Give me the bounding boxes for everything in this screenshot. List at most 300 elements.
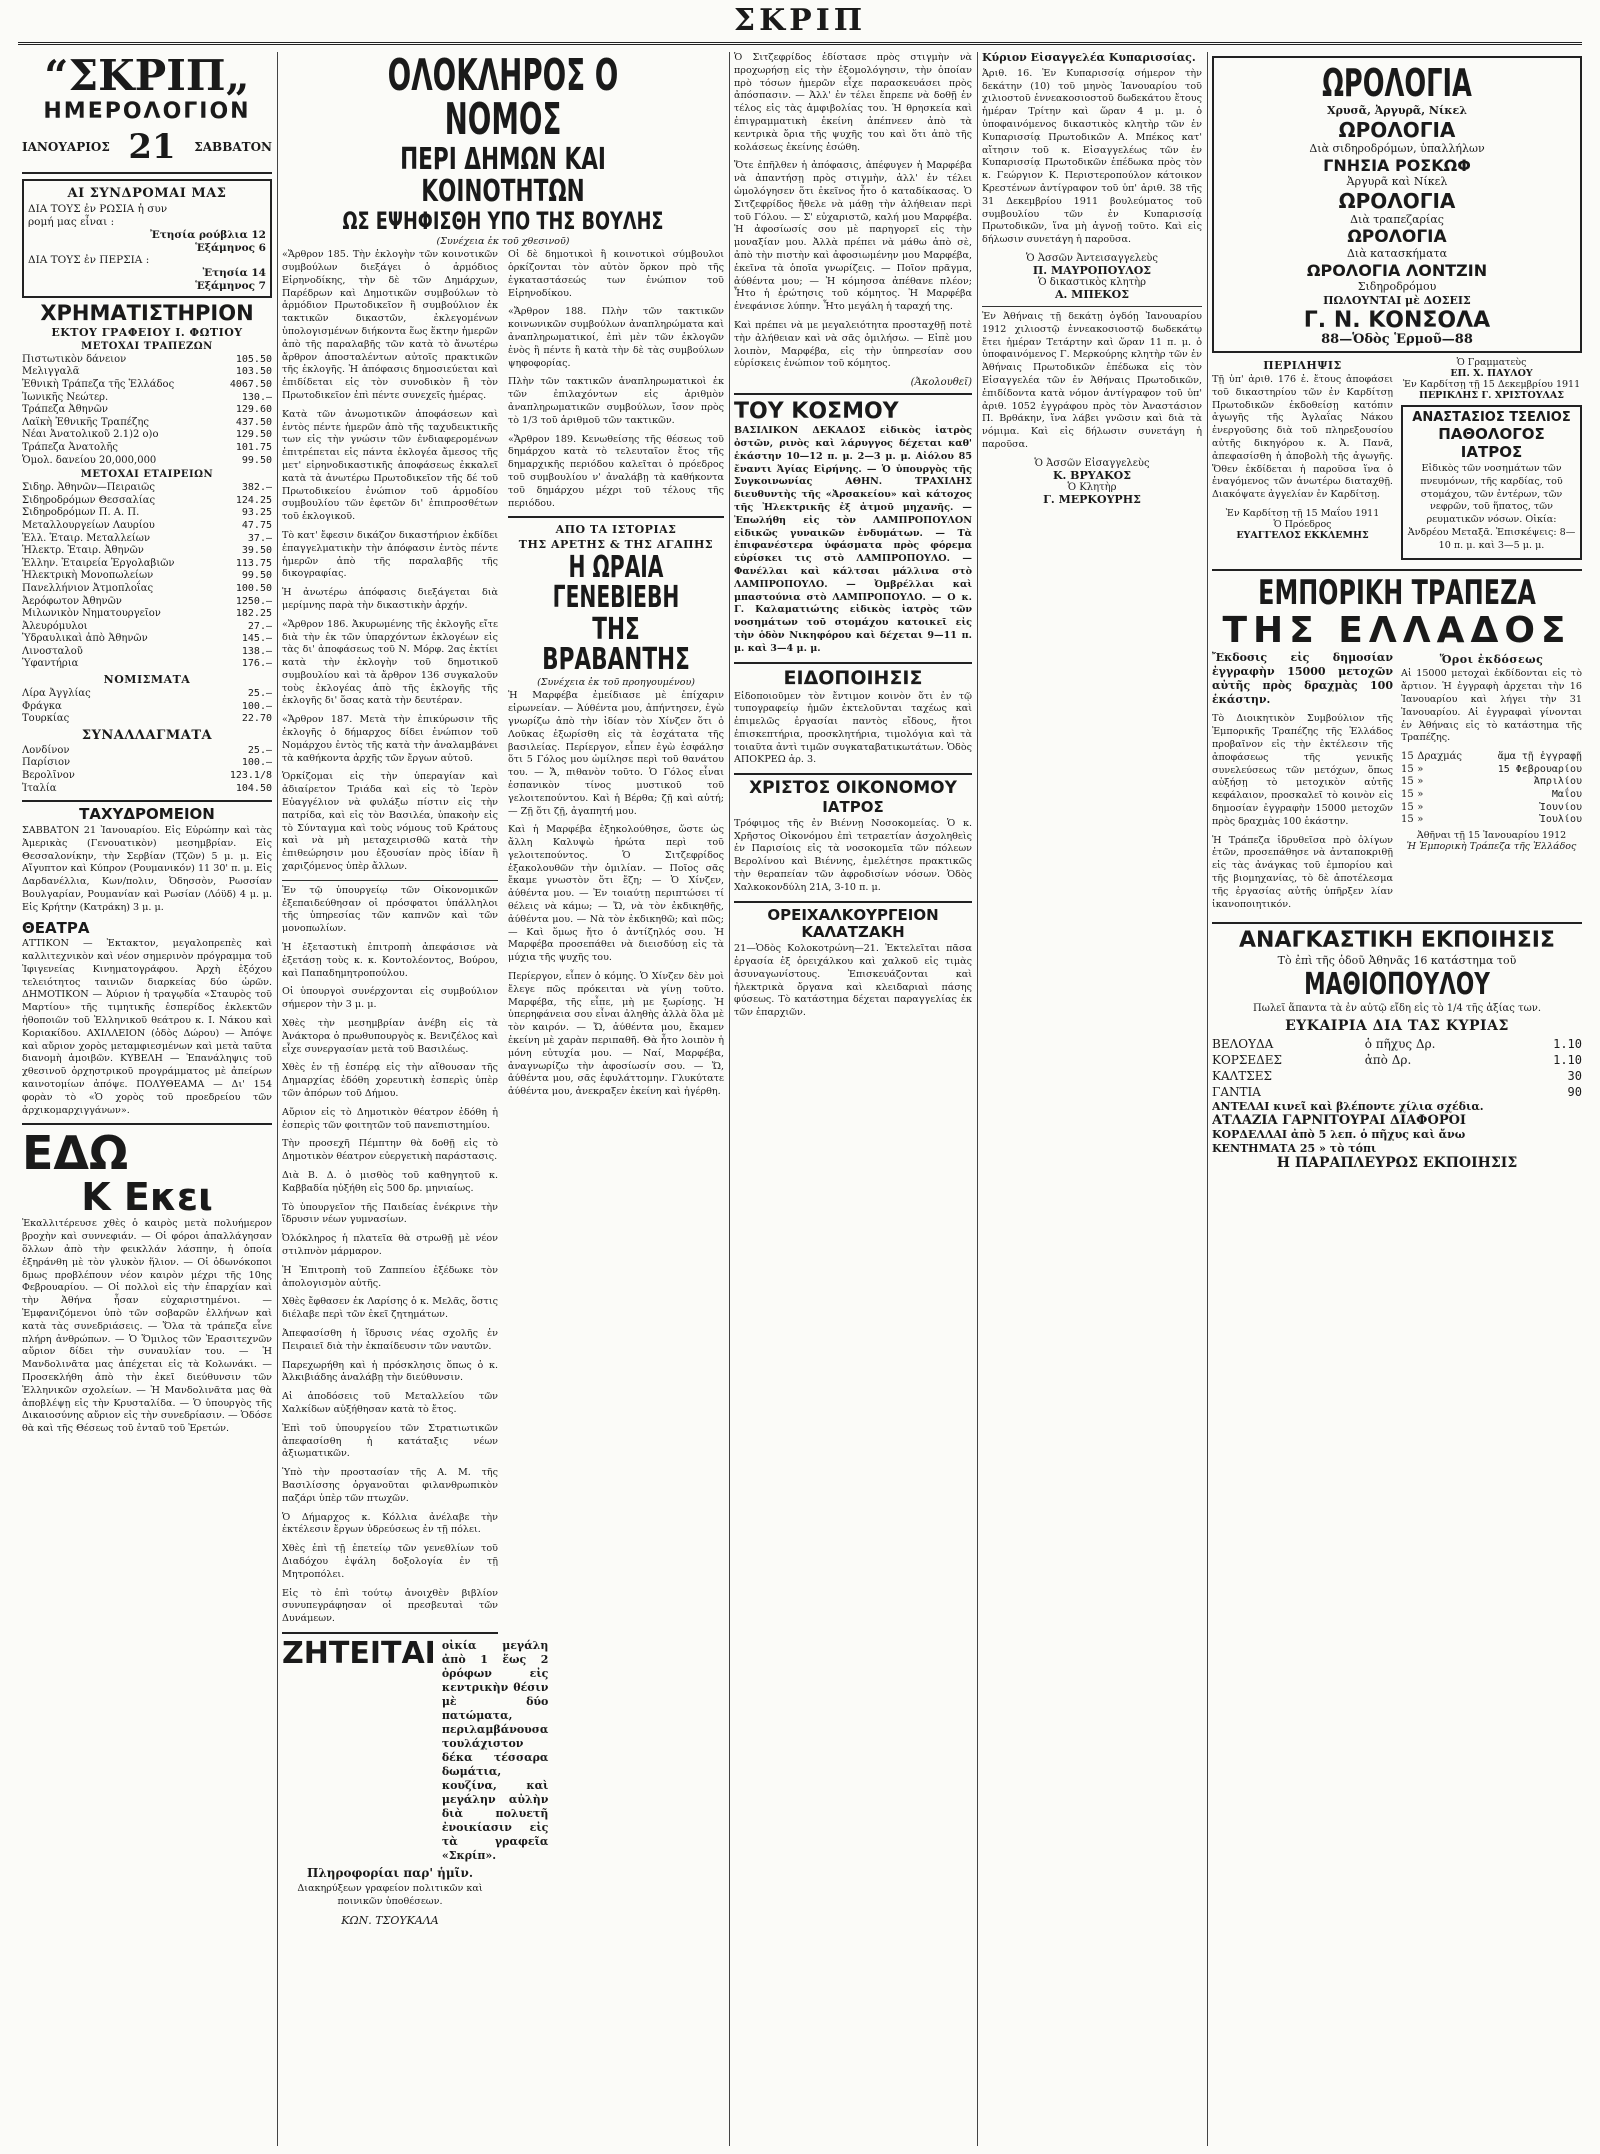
sale-line: ΑΝΤΕΛΑΙ κινεῖ καὶ βλέποντε χίλια σχέδια. bbox=[1212, 1100, 1484, 1114]
wanted-text: οἰκία μεγάλη ἀπὸ 1 ἕως 2 ὀρόφων εἰς κεντρικὴν θέσιν μὲ δύο πατώματα, περιλαμβάνουσα τουλάχιστον δέκα τέσσαρα δωμάτια, κουζίνα, καὶ μεγάλην αὐλὴν διὰ πολυετῆ ἐνοικίασιν εἰς τὰ γραφεῖα «Σκρίπ». bbox=[441, 1638, 549, 1862]
stock-row-cell: 93.25 bbox=[241, 507, 272, 519]
currency-row-cell: Τουρκίας bbox=[22, 713, 70, 725]
payment-row bbox=[1401, 751, 1582, 764]
news-item: Ὀλόκληρος ἡ πλατεῖα θὰ στρωθῇ μὲ νέον στιλπνὸν μάρμαρον. bbox=[282, 1233, 498, 1257]
column-rule bbox=[729, 52, 730, 2146]
sale-shop-name bbox=[1212, 967, 1582, 1003]
edo-text: Ἐκαλλιτέρευσε χθὲς ὁ καιρὸς μετὰ πολυήμερον βροχὴν καὶ συννεφιάν. — Οἱ φόροι ἀπαλλάγησαν ὅλλων ἀπὸ τὴν φεικλλάν λάσπην, ἡ ὁποία ἐξηράνθη μὲ τὸν γλυκὸν ἥλιον. — Οἱ ὁδωνόκοποι δμως προβλέπουν νέον καιρὸν μέχρι τῆς 10ης Φεβρουαρίου. — Οἱ πολλοὶ εἰς τὴν ἐπαρχίαν καὶ τὴν Ἀθήνα ἦσαν εὐχαριστημένοι. — Ἐμφανιζόμενοι ὑπὸ τῶν σοβαρῶν ἐλλήνων καὶ κατὰ τὰς συνεδριάσεις. — Ὅλα τὰ τράπεζα εἶνε πλήρη ἀνθρώπων. — Ὁ Ὅμιλος τῶν Ἐρασιτεχνῶν αὔριον δίδει τὴν συναυλίαν του. — Ἡ Μανδολινᾶτα μας ἀπέχεται εἰς τὰ Κολωνάκι. — Προσεκλήθη ἀπὸ τὴν ἐκεῖ διεύθυνσιν τῶν Ἑλληνικῶν σχολείων. — Ἡ Μανδολινᾶτα μας θὰ ἀποβλέψῃ εἰς τὴν Κρυσταλίδα. — Ὁ ὑπουργὸς τῆς Δικαιοσύνης αὔριον εἰς τὴν συνεδρίασιν. — Ὁδόσε θὰ καὶ τῆς Θέσεως τοῦ ἐνταῦ τοῦ Ἐρετών. bbox=[22, 1218, 272, 1435]
kosmos-text: ΒΑΣΙΛΙΚΟΝ ΔΕΚΑΔΟΣ εἰδικὸς ἰατρὸς ὀστῶν, ρινὸς καὶ λάρυγγος δέχεται καθ' ἑκάστην 10—12 π. μ. 2—3 μ. μ. Αἰόλου 85 ἔναντι Ἁγίας Εἰρήνης. — Ὁ ὑπουργὸς τῆς Συγκοινωνίας ΑΘΗΝ. ΤΡΑΧΙΛΗΣ διευθυντὴς τῆς «Ἀρσακείου» καὶ κάτοχος τῆς Ἠλεκτρικῆς ἐξ ἀτμοῦ μηχανῆς. — Ἐπωλήθη εἰς τὸν ΛΑΜΠΡΟΠΟΥΛΟΝ εἰδικῶς γυναικῶν ἐνδυμάτων. — Τὰ ἐπιφανέστερα ὑφάσματα πρὸς φόρεμα εὑρίσκει τις στὸ ΛΑΜΠΡΟΠΟΥΛΟ. — Φανέλλαι καὶ κάλτσαι μάλλινα στὸ ΛΑΜΠΡΟΠΟΥΛΟ. — Ὀμβρέλλαι καὶ μπαστούνια στὸ ΛΑΜΠΡΟΠΟΥΛΟ. — Ο κ. Γ. Καλαματιώτης εἰδικὸς ἰατρὸς τῶν νοσημάτων τοῦ στομάχου κατοικεῖ εἰς τὴν ὁδὸν Νικηφόρου καὶ δέχεται 9—11 π. μ. καὶ 3—4 μ. μ. bbox=[734, 425, 972, 654]
news-item: Διὰ Β. Δ. ὁ μισθὸς τοῦ καθηγητοῦ κ. Καββαδία ηὐξήθη εἰς 500 δρ. μηνιαίως. bbox=[282, 1169, 498, 1194]
currency-row bbox=[22, 688, 272, 701]
subscriptions-price: Ἑξάμηνος 7 bbox=[195, 279, 266, 292]
currency-row-cell: 22.70 bbox=[241, 713, 272, 725]
novel-text: Καὶ πρέπει νὰ με μεγαλειότητα προσταχθῇ ποτὲ τὴν ἀλήθειαν καὶ νὰ σᾶς ὁμιλήσω. — Εἰπὲ μου λοιπὸν, Μαρφέβα, εἰς τὴν ὑπηρεσίαν σου εὑρίσκεις ἐνώπιον τοῦ κόμητος. bbox=[734, 319, 972, 370]
stock-row bbox=[22, 442, 272, 455]
bank-title bbox=[1212, 572, 1582, 613]
stock-row-cell: 437.50 bbox=[235, 416, 272, 428]
law-title-line: ΩΣ ΕΨΗΦΙΣΘΗ ΥΠΟ ΤΗΣ ΒΟΥΛΗΣ bbox=[342, 207, 664, 235]
divider bbox=[734, 393, 972, 395]
novel-text: Καὶ ἡ Μαρφέβα ἐξηκολούθησε, ὥστε ὡς ἄλλη Καλυψὼ ἡρώτα περὶ τοῦ γελοιτεπούντος. Ὁ Σιτζεφρίδος ἐξακολουθῶν τὴν ὁμιλίαν. — Ποῖος σᾶς ἔκαμε γνωστὸν ὅτι ἔζη; — Ὁ Χίνζεν, ἀύθέντα μου. — Ἐν τοιαύτῃ περιπτώσει τί θέλεις νὰ κάμω; — Ὤ, νὰ τὸν ἐκδικηθῆς, ἀύθέντα μου. — Νὰ τὸν ἐκδικηθῶ; καὶ πῶς; — Καὶ ὅμως ἤτο ὁ ἀντίζηλός σου. Ἡ Μαρφέβα προσεπάθει νὰ διεισδύσῃ εἰς τὰ μύχια τῆς ψυχῆς του. bbox=[508, 824, 724, 964]
subscriptions-price: Ἐτησία 14 bbox=[202, 267, 266, 280]
stock-row-cell: 129.50 bbox=[235, 429, 272, 441]
sale-note: ΕΥΚΑΙΡΙΑ ΔΙΑ ΤΑΣ ΚΥΡΙΑΣ bbox=[1285, 1018, 1509, 1035]
currency-row bbox=[22, 713, 272, 726]
stock-row-cell: 182.25 bbox=[235, 608, 272, 620]
stock-row bbox=[22, 621, 272, 634]
watches-subtitle: ΩΡΟΛΟΓΙΑ ΛΟΝΤΖΙΝ bbox=[1306, 261, 1488, 280]
stock-row-cell: 1250.— bbox=[235, 595, 272, 607]
watches-line: Διὰ τραπεζαρίας bbox=[1350, 213, 1444, 226]
watches-address: 88—Ὁδὸς Ἑρμοῦ—88 bbox=[1321, 332, 1473, 347]
stock-row-cell: Ἰωνικῆς Νεώτερ. bbox=[22, 391, 109, 403]
stock-row-cell: 129.60 bbox=[235, 404, 272, 416]
watches-line: Διὰ σιδηροδρόμων, ὑπαλλήλων bbox=[1309, 142, 1485, 155]
currency-row-cell: Λίρα Ἀγγλίας bbox=[22, 688, 91, 700]
divider bbox=[734, 662, 972, 664]
news-item: Ἡ Ἐπιτροπὴ τοῦ Ζαππείου ἐξέδωκε τὸν ἀπολογισμὸν αὐτῆς. bbox=[282, 1264, 498, 1289]
subscriptions-line: ΔΙΑ ΤΟΥΣ ἐν ΡΩΣΙΑ ἡ συν bbox=[28, 203, 168, 216]
exchange-heading: ΣΥΝΑΛΛΑΓΜΑΤΑ bbox=[81, 727, 213, 743]
column-advertisements bbox=[1212, 52, 1582, 2146]
payment-row-cell: 15 Φεβρουαρίου bbox=[1497, 763, 1582, 775]
currency-row-cell: Φράγκα bbox=[22, 700, 62, 712]
novel-title-line: ΤΗΣ ΒΡΑΒΑΝΤΗΣ bbox=[542, 612, 690, 678]
continues-note: (Ἀκολουθεῖ) bbox=[910, 377, 972, 389]
post-text: ΣΑΒΒΑΤΟΝ 21 Ἰανουαρίου. Εἰς Εὐρώπην καὶ τὰς Ἀμερικὰς (Γενουατικὸν) μεσημβρίαν. Εἰς Θεσσαλονίκην, τὴν Σερβίαν (Τζῶν) 5 μ. μ. Εἰς Αἴγυπτον καὶ Κύπρον (Ρουμανικόν) 11 30' π. μ. Εἰς Δαρδανέλλια, Κων/πολιν, Ὀδησσὸν, Ρωσσίαν Βουλγαρίαν, Ρουμανίαν καὶ Ρωσίαν (Λόϋδ) 4 μ. μ. Εἰς Κρήτην (Κατράκη) 3 μ. μ. bbox=[22, 824, 272, 913]
novel-text: Περίεργον, εἶπεν ὁ κόμης. Ὁ Χίνζεν δὲν μοὶ ἔλεγε πῶς πρόκειται νὰ γίνῃ τοῦτο. Μαρφέβα, τῆς εἶπε, μὴ με ξωρίσῃς. Ἡ ὑπερηφάνεια σου εἶναι ἀληθὴς ἀλλὰ ὅλα μὲ τὸν καιρόν. — Ὤ, ἀύθέντα μου, ἔκαμεν ἐκείνη μὲ χαρὰν περιπαθῆ. Θὰ ἦτο λοιπὸν ἡ μόνη εὐτυχία μου. — Ναί, Μαρφέβα, ἀναγνωρίζω τὴν ἀφοσίωσίν σου. — Ὤ, ἀύθέντα μου, σᾶς ἐφυλάττομην. Γλυκύτατε ἀύθέντα μου, ἀνεκραξεν ἐκείνη καὶ ἠγέρθη. bbox=[508, 971, 724, 1098]
brassworks-heading: ΟΡΕΙΧΑΛΚΟΥΡΓΕΙΟΝ bbox=[767, 905, 939, 924]
stock-row-cell: Πιστωτικὸν δάνειον bbox=[22, 353, 127, 365]
stock-row bbox=[22, 608, 272, 621]
kekei-heading: Κ Εκει bbox=[81, 1175, 213, 1220]
novel-text: Ὁ Σιτζεφρίδος ἐδίστασε πρὸς στιγμὴν νὰ προχωρήσῃ εἰς τὴν ἐξομολόγησιν, τὴν ὁποίαν πρὸ τόσων ἡμερῶν εἶχε παρασκευάσει πρὸς ἀπόσπασιν. — Ἀλλ' ἐν τέλει ἔπρεπε νὰ δοθῇ ἐν τέλος εἰς τὰς ἀμφιβολίας του. Ἡ θρησκεία καὶ ἐπιγραμματικὴ ἐκείνη ἀπέπνεεν ἀπὸ τὰ κεντρικὰ ὅρια τῆς ψυχῆς του καὶ ὅτι ἀπὸ τῆς κολάσεως ἐκείνης ἐσώθη. bbox=[734, 52, 972, 153]
divider bbox=[734, 773, 972, 775]
stock-row-cell: 39.50 bbox=[241, 545, 272, 557]
sale-row-cell: ΓΑΝΤΙΑ bbox=[1212, 1085, 1261, 1100]
payment-row bbox=[1401, 764, 1582, 777]
stock-row-cell: Τράπεζα Ἀθηνῶν bbox=[22, 404, 108, 416]
sale-row bbox=[1212, 1084, 1582, 1100]
bank-text: Τὸ Διοικητικὸν Συμβούλιον τῆς Ἐμπορικῆς Τραπέζης τῆς Ἑλλάδος προβαῖνον εἰς τὴν ἐκτέλεσιν τῆς ἀποφάσεως τῆς γενικῆς συνελεύσεως τῶν μετόχων, ὅπως αὐξήσῃ τὸ μετοχικὸν αὐτῆς κεφάλαιον, προσκαλεῖ τὸ κοινὸν εἰς δημοσίαν ἐγγραφὴν 15000 μετοχῶν πρὸς δραχμὰς 100 ἑκάστην. bbox=[1212, 713, 1393, 827]
stock-row-cell: Ἀερόφωτον Ἀθηνῶν bbox=[22, 595, 122, 607]
stock-row-cell: Σιδηροδρόμων Θεσσαλίας bbox=[22, 494, 156, 506]
stock-row bbox=[22, 596, 272, 609]
law-paragraph: Οἱ δὲ δημοτικοὶ ἢ κοινοτικοὶ σύμβουλοι ὁρκίζονται τὸν αὐτὸν ὅρκον πρὸ τῆς ἐγκαταστάσεώς των ἐνώπιον τοῦ Εἰρηνοδίκου. bbox=[508, 249, 724, 299]
law-title bbox=[282, 144, 724, 207]
news-item: Ἐπὶ τοῦ ὑπουργείου τῶν Στρατιωτικῶν ἀπεφασίσθη ἡ κατάταξις νέων ἀξιωματικῶν. bbox=[282, 1422, 498, 1460]
sale-row-cell: 1.10 bbox=[1553, 1037, 1582, 1052]
divider bbox=[508, 516, 724, 518]
sale-line: Τὸ ἐπὶ τῆς ὁδοῦ Ἀθηνᾶς 16 κατάστημα τοῦ bbox=[1277, 954, 1517, 968]
law-title-line: ΠΕΡΙ ΔΗΜΩΝ ΚΑΙ ΚΟΙΝΟΤΗΤΩΝ bbox=[400, 142, 606, 209]
stock-row bbox=[22, 482, 272, 495]
summary-sign: ΕΠ. Χ. ΠΑΥΛΟΥ bbox=[1450, 368, 1533, 379]
exchange-row-cell: Λονδίνον bbox=[22, 744, 70, 756]
exchange-row-cell: 100.— bbox=[241, 757, 272, 769]
stock-row-cell: Σιδηρ. Ἀθηνῶν—Πειραιῶς bbox=[22, 482, 155, 494]
exchange-row-cell: Παρίσιον bbox=[22, 757, 71, 769]
notice-heading: ΕΙΔΟΠΟΙΗΣΙΣ bbox=[783, 666, 923, 689]
column-novel-continued bbox=[734, 52, 972, 2146]
continuation-note: (Συνέχεια ἐκ τοῦ χθεσινοῦ) bbox=[436, 236, 570, 248]
stock-row bbox=[22, 379, 272, 392]
law-paragraph: «Ἄρθρον 188. Πλὴν τῶν τακτικῶν κοινωνικῶν συμβούλων ἀναπληρώματα καὶ ἀναπληρωματικοί, ἐπὶ μὲν τῶν ἐκλογῶν ἑνὸς ἢ πέντε ἢ κατὰ τὴν δὲ τὰς συμβούλων ψηφοφορίας. bbox=[508, 306, 724, 369]
exchange-row-cell: Βερολῖνον bbox=[22, 770, 75, 782]
news-item: Ὁ Δήμαρχος κ. Κόλλια ἀνέλαβε τὴν ἐκτέλεσιν ἔργων ὑδρεύσεως ἐν τῇ πόλει. bbox=[282, 1511, 498, 1536]
divider bbox=[982, 306, 1202, 307]
summary-text: Τῇ ὑπ' ἀριθ. 176 ἐ. ἔτους ἀποφάσει τοῦ δικαστηρίου τῶν ἐν Καρδίτσῃ Πρωτοδικῶν ἐκδοθείσῃ κατόπιν ἀγωγῆς τῆς Ἀγλαΐας Νάκου ἐνεργοῦσης διὰ τοῦ πληρεξουσίου αὐτῆς δικηγόρου κ. Ἀ. Πανᾶ, ἀπεφασίσθη ἡ ἀποβολὴ τῆς ἀγωγῆς. Ὅθεν ἐκδίδεται ἡ παροῦσα ἵνα ὁ ἐναγόμενος τῶν ἀνωτέρω διαταχθῇ. Διακόψατε ἀγγελίαν ἐν Καρδίτσῃ. bbox=[1212, 374, 1393, 501]
stock-row-cell: 99.50 bbox=[241, 570, 272, 582]
sale-row bbox=[1212, 1068, 1582, 1084]
sale-line: Πωλεῖ ἅπαντα τὰ ἐν αὐτῷ εἴδη εἰς τὸ 1/4 τῆς ἀξίας των. bbox=[1252, 1003, 1542, 1015]
bank-date: Ἀθῆναι τῇ 15 Ἰανουαρίου 1912 bbox=[1416, 829, 1567, 841]
stock-row-cell: 4067.50 bbox=[229, 379, 272, 390]
date-day: 21 bbox=[128, 127, 176, 168]
subscriptions-price: Ἑξάμηνος 6 bbox=[195, 241, 266, 254]
stock-row-cell: 100.50 bbox=[235, 582, 272, 594]
bank-subcolumn bbox=[1401, 651, 1582, 917]
stock-row-cell: Ὁμολ. δανείου 20,000,000 bbox=[22, 454, 157, 466]
news-item: Αἱ ἀποδόσεις τοῦ Μεταλλείου τῶν Χαλκίδων αὐξήθησαν κατὰ τὸ ἔτος. bbox=[282, 1391, 498, 1415]
news-item: Αὔριον εἰς τὸ Δημοτικὸν θέατρον ἐδόθη ἡ ἐσπερὶς τῶν φοιτητῶν τοῦ πανεπιστημίου. bbox=[282, 1106, 498, 1131]
stock-row-cell: 101.75 bbox=[235, 441, 272, 453]
novel-title bbox=[508, 612, 724, 678]
edo-heading: ΕΔΩ bbox=[22, 1126, 129, 1181]
signature-name: Π. ΜΑΥΡΟΠΟΥΛΟΣ bbox=[1032, 263, 1152, 277]
theatre-heading: ΘΕΑΤΡΑ bbox=[22, 918, 90, 937]
payment-row-cell: Ἀπριλίου bbox=[1533, 776, 1582, 788]
currency-table bbox=[22, 688, 272, 726]
bank-title-line: ΕΜΠΟΡΙΚΗ ΤΡΑΠΕΖΑ bbox=[1258, 572, 1536, 613]
stock-row bbox=[22, 545, 272, 558]
stock-row-cell: Σιδηροδρόμων Π. Α. Π. bbox=[22, 507, 140, 519]
stock-row bbox=[22, 354, 272, 367]
law-paragraph: «Ἄρθρον 185. Τὴν ἐκλογὴν τῶν κοινοτικῶν συμβούλων διεξάγει ὁ ἁρμόδιος Εἰρηνοδίκης, τὴν δὲ τῶν Δημάρχων, Παρέδρων καὶ Δημοτικῶν συμβούλων τὸ ἁρμόδιον Πρωτοδικεῖον ἢ συμβούλιον ἐκ τακτικῶν δικαστῶν, ἐκλεγομένων ὑπολογισμένων διήκοντα ἕως ἕκτην ἡμερῶν ἀπὸ τῆς παραλαβῆς τῶν κατὰ τὸ ἄνωτέρω ἄρθρον ἀποσταλέντων αὐτοῖς πρακτικῶν τῆς ἐκλογῆς. Ἡ ἀπόφασις δημοσιεύεται καὶ ἐπιδίδεται εἰς τὸν συνοδικὸν ἢ τὸν Πρωτοδικεῖον ἐπὶ πέντε συνεχεῖς ἡμέρας. bbox=[282, 249, 499, 401]
exchange-row-cell: 25.— bbox=[247, 744, 272, 756]
stock-row bbox=[22, 417, 272, 430]
stock-row-cell: Ἑλλ. Ἑταιρ. Μεταλλείων bbox=[22, 532, 151, 544]
exchange-row-cell: 123.1/8 bbox=[229, 770, 272, 782]
stock-row-cell: 138.— bbox=[241, 645, 272, 657]
masthead-title: ΣΚΡΙΠ bbox=[733, 3, 867, 38]
law-title bbox=[282, 209, 724, 234]
law-subcolumn bbox=[508, 249, 724, 1927]
stock-row-cell: 47.75 bbox=[241, 519, 272, 531]
stock-row-cell: 113.75 bbox=[235, 557, 272, 569]
law-body bbox=[282, 249, 724, 1927]
law-title bbox=[282, 52, 724, 145]
sale-row bbox=[1212, 1052, 1582, 1068]
stock-row-cell: Λινοσταλοῦ bbox=[22, 645, 83, 657]
payment-row-cell: Μαΐου bbox=[1551, 788, 1582, 800]
brassworks-heading: ΚΑΛΑΤΖΑΚΗ bbox=[801, 923, 905, 942]
sale-line: ΚΟΡΔΕΛΛΑΙ ἀπὸ 5 λεπ. ὁ πῆχυς καὶ ἄνω bbox=[1212, 1128, 1466, 1142]
stock-row-cell: Νέαι Ἀνατολικοῦ 2.1)2 ο)ο bbox=[22, 429, 159, 441]
physician-text: Εἰδικὸς τῶν νοσημάτων τῶν πνευμόνων, τῆς καρδίας, τοῦ στομάχου, τῶν ἐντέρων, τῶν νεφρῶν, τοῦ ἥπατος, τῶν ρευματικῶν νόσων. Οἰκία: Ἀνδρέου Μεταξᾶ. Ἐπισκέψεις: 8—10 π. μ. καὶ 3—5 μ. μ. bbox=[1407, 463, 1576, 551]
news-item: Χθὲς τὴν μεσημβρίαν ἀνέβη εἰς τὰ Ἀνάκτορα ὁ πρωθυπουργὸς κ. Βενιζέλος καὶ εἶχε συνεργασίαν μετὰ τοῦ Βασιλέως. bbox=[282, 1018, 498, 1055]
stock-row-cell: Ἐθνικὴ Τράπεζα τῆς Ἑλλάδος bbox=[22, 379, 175, 390]
payment-row-cell: 15 bbox=[1401, 751, 1414, 763]
payment-row bbox=[1401, 814, 1582, 827]
payment-row-cell: » bbox=[1417, 763, 1424, 775]
calendar-heading: ΗΜΕΡΟΛΟΓΙΟΝ bbox=[43, 99, 251, 125]
doctor-text: Τρόφιμος τῆς ἐν Βιέννῃ Νοσοκομείας. Ὁ κ. Χρῆστος Οἰκονόμου ἐπὶ τετραετίαν ἀσχοληθεὶς ἐν Παρισίοις εἰς τὰ νοσοκομεῖα τῶν πόλεων Βερολίνου καὶ Βιέννης, ἐμελέτησε πρακτικῶς τὴν θεραπείαν τῶν ἀφροδισίων νόσων. Ὁδὸς Χαλκοκονδύλη 21Α, 3-10 π. μ. bbox=[734, 817, 972, 893]
payment-row bbox=[1401, 802, 1582, 815]
column-rule bbox=[277, 52, 278, 2146]
notice-text: Εἰδοποιοῦμεν τὸν ἔντιμον κοινὸν ὅτι ἐν τῷ τυπογραφείῳ ἡμῶν ἐκτελοῦνται ταχέως καὶ ἐπιμελῶς ἐργασίαι παντὸς εἴδους, ἤτοι ἐπισκεπτήρια, προσκλητήρια, τιμολόγια καὶ τὰ τοιαῦτα ἀντὶ τιμῶν συγκαταβατικωτάτων. Ὁδὸς ΑΠΟΚΡΕΩ ἀρ. 3. bbox=[734, 690, 972, 766]
signature-name: Γ. ΜΕΡΚΟΥΡΗΣ bbox=[1043, 492, 1141, 506]
divider bbox=[1212, 922, 1582, 924]
physician-ad bbox=[1401, 405, 1582, 560]
divider bbox=[282, 880, 498, 881]
stock-row bbox=[22, 583, 272, 596]
bank-issue: Ἔκδοσις εἰς δημοσίαν ἐγγραφὴν 15000 μετοχῶν αὐτῆς πρὸς δραχμὰς 100 ἑκάστην. bbox=[1212, 651, 1393, 707]
currency-row-cell: 100.— bbox=[241, 700, 272, 712]
watches-title-text: ΩΡΟΛΟΓΙΑ bbox=[1322, 61, 1472, 105]
office-text: Διακηρύξεων γραφείον πολιτικῶν καὶ ποινικῶν ὑποθέσεων. bbox=[297, 1882, 483, 1907]
legal-text: Ἀριθ. 16. Ἐν Κυπαρισσίᾳ σήμερον τὴν δεκάτην (10) τοῦ μηνὸς Ἰανουαρίου τοῦ χιλιοστοῦ ἐννεακοσιοστοῦ δωδεκάτου ἔτους ἡμέραν Τρίτην καὶ ὥραν 4 μ. μ. ὁ ὑποφαινόμενος δικαστικὸς κλητὴρ τῶν ἐν Κυπαρισσίᾳ Πρωτοδικῶν Α. Μπέκος κατ' αἴτησιν τοῦ κ. Εἰσαγγελέως τῶν ἐν Κυπαρισσίᾳ Πρωτοδικῶν ἐπέδωκα πρὸς τὸν κ. Γεώργιον Κ. Περιστεροπούλον κάτοικον Κρεστένων ἀντίγραφον τοῦ ὑπ' ἀριθ. 38 τῆς 31 Δεκεμβρίου 1911 βουλεύματος τοῦ συμβουλίου τῶν ἐν Κυπαρισσίᾳ Πρωτοδικῶν, ἵνα μὴ ἀγνοῇ τοῦτο. Καὶ εἰς δήλωσιν συνετάγη ἡ παροῦσα. bbox=[982, 67, 1202, 246]
sale-line: ΚΕΝΤΗΜΑΤΑ 25 » τὸ τόπι bbox=[1212, 1142, 1377, 1156]
payment-schedule bbox=[1401, 751, 1582, 827]
payment-row-cell: » bbox=[1417, 788, 1424, 800]
divider bbox=[22, 1123, 272, 1125]
stock-row bbox=[22, 495, 272, 508]
novel-title-line: Η ΩΡΑΙΑ ΓΕΝΕΒΙΕΒΗ bbox=[552, 550, 680, 616]
stock-row-cell: 27.— bbox=[247, 620, 272, 632]
sale-line: Η ΠΑΡΑΠΛΕΥΡΩΣ ΕΚΠΟΙΗΣΙΣ bbox=[1276, 1155, 1518, 1172]
theatre-text: ΑΤΤΙΚΟΝ — Ἐκτακτον, μεγαλοπρεπὲς καὶ καλλιτεχνικὸν καὶ νέον σημερινὸν πρόγραμμα τοῦ Ἰφιγενείας Κινηματογράφου. Ἀρχὴ ἐξόχου τελειότητος ταινιῶν διαρκείας δύο ὡρῶν. ΔΗΜΟΤΙΚΟΝ — Ἀύριον ἡ τραγῳδία «Σταυρὸς τοῦ Μαρτίου» τῆς τιμητικῆς ἐσπερίδος ἐκλεκτῶν ἠθοποιῶν τοῦ Ἑλληνικοῦ θεάτρου κ. Ι. Νάκου καὶ Κοριακίδου. ΑΧΙΛΛΕΙΟΝ (ὁδὸς Δώρου) — Ἀπόψε καὶ αὔριον χορὸς μεταμφιεσμένων καὶ μετὰ ταῦτα διανομὴ ἀμοιβῶν. ΚΥΒΕΛΗ — Ἐπανάληψις τοῦ χθεσινοῦ ὀρχηστρικοῦ προγράμματος μὲ ἀπείρων καινοτομίων ἀπόψε. ΠΟΛΥΘΕΑΜΑ — Δι' 154 φορὰν τὸ «Ὁ χορὸς τοῦ προεδρείου τῶν ἀρχικομαρχιγγάνων». bbox=[22, 938, 272, 1116]
stocks-table bbox=[22, 482, 272, 671]
sale-prices bbox=[1212, 1036, 1582, 1100]
watches-shop-name: Γ. Ν. ΚΟΝΣΟΛΑ bbox=[1303, 308, 1491, 333]
payment-row-cell: 15 bbox=[1401, 763, 1414, 775]
divider bbox=[1212, 569, 1582, 571]
news-item: Ὑπὸ τὴν προστασίαν τῆς Α. Μ. τῆς Βασιλίσσης ὀργανοῦται φιλανθρωπικὸν παζάρι ὑπὲρ τῶν πτωχῶν. bbox=[282, 1467, 498, 1504]
currency-row-cell: 25.— bbox=[247, 688, 272, 700]
doctor-heading: ΧΡΙΣΤΟΣ ΟΙΚΟΝΟΜΟΥ bbox=[749, 778, 957, 799]
column-law bbox=[282, 52, 724, 2146]
payment-row-cell: ἅμα τῇ ἐγγραφῇ bbox=[1497, 751, 1582, 763]
law-subcolumn bbox=[282, 249, 549, 1928]
bank-text: Ἡ Τράπεζα ἱδρυθεῖσα πρὸ ὀλίγων ἐτῶν, προσεπάθησε νὰ ἀνταποκριθῇ εἰς τὰς ἀνάγκας τοῦ ἐμπορίου καὶ τῆς βιομηχανίας, τὸ δὲ ἀποτέλεσμα τῆς ἐργασίας αὐτῆς ὑπῆρξεν λίαν ἱκανοποιητικόν. bbox=[1212, 834, 1393, 910]
news-item: Τὴν προσεχῆ Πέμπτην θὰ δοθῇ εἰς τὸ Δημοτικὸν θέατρον εὐεργετικὴ παράστασις. bbox=[282, 1138, 498, 1163]
sale-row-cell: 90 bbox=[1567, 1085, 1582, 1100]
stock-row bbox=[22, 404, 272, 417]
payment-row bbox=[1401, 776, 1582, 789]
divider bbox=[734, 901, 972, 903]
sale-row-cell: ὁ πῆχυς Δρ. bbox=[1364, 1037, 1436, 1052]
exchange-row-cell: Ἰταλία bbox=[22, 782, 57, 794]
law-paragraph: «Ἄρθρον 189. Κενωθείσης τῆς θέσεως τοῦ δημάρχου κατὰ τὸ τελευταῖον ἔτος τῆς δημαρχικῆς περιόδου καλεῖται ὁ πρόεδρος τοῦ συμβουλίου ν' ἀναλάβῃ τὰ καθήκοντα τοῦ δημάρχου μέχρι τοῦ τέλους τῆς περιόδου. bbox=[508, 433, 724, 509]
payment-row bbox=[1401, 789, 1582, 802]
subscriptions-line: ΔΙΑ ΤΟΥΣ ἐν ΠΕΡΣΙΑ : bbox=[28, 254, 150, 267]
novel-series: ΤΗΣ ΑΡΕΤΗΣ & ΤΗΣ ΑΓΑΠΗΣ bbox=[518, 538, 714, 552]
legal-text: Ἐν Ἀθήναις τῇ δεκάτῃ ὀγδόῃ Ἰανουαρίου 1912 χιλιοστῷ ἐννεακοσιοστῷ δωδεκάτῳ ἔτει ἡμέραν Τετάρτην καὶ ὥραν 11 π. μ. ὁ ὑποφαινόμενος Γ. Μερκούρης κλητὴρ τῶν ἐν Ἀθήναις Πρωτοδικῶν ἐπέδωκα εἰς τὸν Εἰσαγγελέα τῶν ἐν Ἀθήναις Πρωτοδικῶν, ἐπιδίδοντα κατὰ νόμον ἀντίγραφον τοῦ ὑπ' ἀριθ. 1052 ἐγγράφου πρὸς τὸν Ἀναστάσιον Π. Βρθάκην, ἵνα λάβει γνῶσιν καὶ διὰ τὰ νόμιμα. Καὶ εἰς δήλωσιν συνετάγη ἡ παροῦσα. bbox=[982, 310, 1202, 450]
law-title-line: ΟΛΟΚΛΗΡΟΣ Ο ΝΟΜΟΣ bbox=[387, 52, 619, 145]
stocks-table bbox=[22, 354, 272, 467]
physician-title: ΠΑΘΟΛΟΓΟΣ ΙΑΤΡΟΣ bbox=[1438, 425, 1545, 461]
stock-row-cell: Τράπεζα Ἀνατολῆς bbox=[22, 441, 118, 453]
sale-title: ΑΝΑΓΚΑΣΤΙΚΗ ΕΚΠΟΙΗΣΙΣ bbox=[1239, 928, 1555, 954]
news-item: Τὸ ὑπουργεῖον τῆς Παιδείας ἐνέκρινε τὴν ἵδρυσιν νέων γυμνασίων. bbox=[282, 1201, 498, 1226]
stock-row bbox=[22, 520, 272, 533]
law-paragraph: «Ἄρθρον 187. Μετὰ τὴν ἐπικύρωσιν τῆς ἐκλογῆς ὁ δήμαρχος δίδει ἐνώπιον τοῦ Νομάρχου ἐντὸς τῆς κατὰ τὴν ἀναλαμβάνει τὰ καθήκοντα ἀρχῆς τῶν ἔργων αὐτοῦ. bbox=[282, 714, 498, 764]
stock-row bbox=[22, 558, 272, 571]
exchange-row bbox=[22, 770, 272, 783]
exchange-row bbox=[22, 757, 272, 770]
summary-date: Ἐν Καρδίτσῃ τῇ 15 Δεκεμβρίου 1911 bbox=[1402, 379, 1581, 390]
exchange-table bbox=[22, 745, 272, 795]
watches-line: Ἀργυρᾶ καὶ Νίκελ bbox=[1346, 175, 1448, 188]
stock-row-cell: Ἡλεκτρ. Ἑταιρ. Ἀθηνῶν bbox=[22, 545, 144, 557]
payment-row-cell: 15 bbox=[1401, 814, 1414, 826]
date-line bbox=[22, 127, 272, 167]
law-paragraph: Ἡ ἀνωτέρω ἀπόφασις διεξάγεται διὰ μερίμνης παρὰ τὴν δικαστικὴν ἀρχήν. bbox=[282, 587, 498, 611]
signature-role: Ὁ Κλητὴρ bbox=[1067, 481, 1117, 493]
sale-row-cell bbox=[1365, 1068, 1519, 1084]
stock-row bbox=[22, 633, 272, 646]
stock-row-cell: 103.50 bbox=[235, 366, 272, 378]
ad-row bbox=[1212, 357, 1582, 564]
payment-row-cell: 15 bbox=[1401, 776, 1414, 788]
news-item: Ἐν τῷ ὑπουργείῳ τῶν Οἰκονομικῶν ἐξεπαιδεύθησαν οἱ πρόσφατοι ὑπάλληλοι τῆς ὑπηρεσίας τῶν καπνῶν καὶ τῶν μονοπωλίων. bbox=[282, 884, 498, 935]
watches-title bbox=[1220, 61, 1574, 105]
watches-subtitle: ΩΡΟΛΟΓΙΑ bbox=[1338, 189, 1456, 213]
novel-title bbox=[508, 550, 724, 616]
currency-heading: ΝΟΜΙΣΜΑΤΑ bbox=[103, 673, 191, 687]
watches-subtitle: ΩΡΟΛΟΓΙΑ bbox=[1347, 227, 1447, 247]
sale-row-cell bbox=[1365, 1084, 1519, 1100]
paper-title: “ΣΚΡΙΠ„ bbox=[44, 52, 250, 100]
divider bbox=[22, 172, 272, 174]
summary-date: Ἐν Καρδίτσῃ τῇ 15 Μαΐου 1911 bbox=[1225, 507, 1380, 519]
bank-sign: Ἡ Ἐμπορικὴ Τράπεζα τῆς Ἑλλάδος bbox=[1406, 840, 1577, 852]
law-paragraph: Τὸ κατ' ἔφεσιν δικάζον δικαστήριον ἐκδίδει ἐπαγγελματικὴν τὴν ἀπόφασιν ἐντὸς πέντε ἡμερῶν ἀπὸ τῆς παραλαβῆς τῆς δικογραφίας. bbox=[282, 529, 498, 580]
subscriptions-line: ρομή μας εἶναι : bbox=[28, 215, 115, 228]
bourse-heading: ΧΡΗΜΑΤΙΣΤΗΡΙΟΝ bbox=[40, 300, 254, 325]
notice-addressee: Κύριον Εἰσαγγελέα Κυπαρισσίας. bbox=[982, 52, 1196, 64]
sale-shop-name-text: ΜΑΘΙΟΠΟΥΛΟΥ bbox=[1304, 967, 1490, 1003]
novel-text: Ὅτε ἐπῆλθεν ἡ ἀπόφασις, ἀπέφυγεν ἡ Μαρφέβα νὰ ἀπαντήσῃ πρὸς στιγμὴν, ἀλλ' ἐν τέλει ὡμολόγησεν ὅτι ἐκεῖνος ἦτο ὁ καταδίκασας. Ὁ Σιτζεφρίδος ἤθελε νὰ μάθῃ τὴν ἀλήθειαν περὶ τοῦ Γόλου. — Σ' εὐχαριστῶ, καλή μου Μαρφέβα. Ἡ ἀφοσίωσίς σου μὲ παρηγορεῖ εἰς τὴν μοναξίαν μου. Ἀλλὰ πρέπει νὰ μάθω ἀπὸ σὲ, ἀπὸ τὴν πιστὴν καὶ ἀφοσιωμένην μου Μαρφέβα, ἐκεῖνα τὰ ὁποῖα γνωρίζεις. — Ποῖον πρᾶγμα, ἀύθέντα μου; — Ἡ κόμησσα ἀπέθανε πλέον; Ἦτο ἡ ἐρώτησις τοῦ κόμητος. Ἡ Μαρφέβα ἐνεφάνισε λύπην. Ἦτο μεγάλη ἡ ταραχή της. bbox=[734, 160, 972, 313]
sale-row-cell: 30 bbox=[1567, 1069, 1582, 1084]
kosmos-heading: ΤΟΥ ΚΟΣΜΟΥ bbox=[734, 399, 899, 425]
stock-row bbox=[22, 455, 272, 468]
novel-series: ΑΠΟ ΤΑ ΙΣΤΟΡΙΑΣ bbox=[555, 523, 677, 537]
exchange-row bbox=[22, 745, 272, 758]
stock-row-cell: 99.50 bbox=[241, 454, 272, 466]
payment-row-cell: Δραχμάς bbox=[1417, 751, 1463, 763]
wanted-title: ΖΗΤΕΙΤΑΙ bbox=[282, 1635, 436, 1671]
news-item: Ἀπεφασίσθη ἡ ἵδρυσις νέας σχολῆς ἐν Πειραιεῖ διὰ τὴν ἐκπαίδευσιν τῶν ναυτῶν. bbox=[282, 1327, 498, 1352]
payment-row-cell: Ἰουνίου bbox=[1539, 801, 1582, 813]
news-item: Χθὲς ἔφθασεν ἐκ Λαρίσης ὁ κ. Μελᾶς, ὅστις διέλαβε περὶ τῶν ἐκεῖ ζητημάτων. bbox=[282, 1296, 498, 1321]
bourse-subheading: ΜΕΤΟΧΑΙ ΤΡΑΠΕΖΩΝ bbox=[81, 340, 213, 352]
payment-row-cell: Ἰουλίου bbox=[1539, 814, 1582, 826]
stock-row bbox=[22, 507, 272, 520]
law-paragraph: Κατὰ τῶν ἀνωμοτικῶν ἀποφάσεων καὶ ἐντὸς πέντε ἡμερῶν ἀπὸ τῆς ταχυδεικτικῆς των εἰς τὴν γνώσιν τῶν ἐνδιαφερομένων ἐπιτρέπεται εἰς πάντα ἐκλογέα ἄμεσος τῆς μετ' εἰρηνοδικαστικῆς ἀποφάσεως ἐκκαλεῖ κατὰ τὰ ἀνωτέρω Πρωτοδικεῖον τῆς δέ τοῦ Πρωτοδικείου ἐνώπιον τοῦ ἁρμοδίου συμβουλίου τῶν ἐφετῶν δι' ἐπιπροσθέτων τοῦ ἐκλογικοῦ. bbox=[282, 408, 498, 523]
payment-row-cell: » bbox=[1417, 814, 1424, 826]
wanted-info: Πληροφορίαι παρ' ἡμῖν. bbox=[307, 1865, 473, 1880]
news-item: Παρεχωρήθη καὶ ἡ πρόσκλησις ὅπως ὁ κ. Ἀλκιβιάδης ἀναλάβῃ τὴν διεύθυνσιν. bbox=[282, 1359, 498, 1384]
sale-row-cell: ΚΑΛΤΣΕΣ bbox=[1212, 1069, 1273, 1084]
news-item: Χθὲς ἐπὶ τῇ ἐπετείῳ τῶν γενεθλίων τοῦ Διαδόχου ἐψάλη δοξολογία ἐν τῇ Μητροπόλει. bbox=[282, 1543, 498, 1580]
watches-line: ΓΝΗΣΙΑ ΡΟΣΚΩΦ bbox=[1323, 156, 1471, 175]
stock-row-cell: 124.25 bbox=[235, 494, 272, 506]
bank-subcolumn bbox=[1212, 651, 1393, 917]
news-item: Εἰς τὸ ἐπὶ τούτῳ ἀνοιχθὲν βιβλίον συνυπεγράφησαν οἱ πρεσβευταὶ τῶν Δυνάμεων. bbox=[282, 1587, 498, 1625]
brassworks-text: 21—Ὁδὸς Κολοκοτρώνη—21. Ἐκτελεῖται πᾶσα ἐργασία ἐξ ὀρειχάλκου καὶ χαλκοῦ εἰς τιμὰς ἀσυναγωνίστους. Ἐπισκευάζονται καὶ ἠλεκτρικὰ ὄργανα καὶ κλειδαριαὶ πάσης φύσεως. Τὸ κατάστημα δέχεται παραγγελίας ἐκ τῶν ἐπαρχιῶν. bbox=[734, 943, 972, 1019]
stock-row-cell: Ἀλευρόμυλοι bbox=[22, 620, 88, 632]
law-paragraph: Πλὴν τῶν τακτικῶν ἀναπληρωματικοὶ ἐκ τῶν ἐπιλαχόντων εἰς ἀριθμὸν ἀναπληρωματικῶν συμβούλων, ἴσον πρὸς τὸ 1/3 τοῦ ἀριθμοῦ τῶν τακτικῶν. bbox=[508, 376, 724, 426]
summary-heading: ΠΕΡΙΛΗΨΙΣ bbox=[1263, 359, 1342, 372]
stock-row-cell: Λαϊκὴ Ἐθνικῆς Τραπέζης bbox=[22, 416, 149, 428]
watches-subtitle: ΩΡΟΛΟΓΙΑ bbox=[1338, 118, 1456, 142]
novel-text: Ἡ Μαρφέβα ἐμείδιασε μὲ ἐπίχαριν εἰρωνείαν. — Ἀύθέντα μου, ἀπήντησεν, ἐγὼ γνωρίζω ἀπὸ τὴν ἰδίαν τὸν Χίνζεν ὅτι ὁ Λοῦκας ἐξωρίσθη εἰς τὰ ἐσχάτατα τῆς βασιλείας. Περίεργον, εἶπεν ἐγὼ ἐσφάλησ ὅτι 5 Γόλος μου ὡμίλησε περὶ τοῦ θανάτου του. — Ἄ, πιθανὸν τοῦτο. Ὁ Γόλος εἶναι ἐσπανικὸν τίνος μυστικοῦ τοῦ γελοιτεπούντου. Καὶ ἡ Βέρθα; ζῇ καὶ αὐτή; — Ζῇ ὅτι ζῇ, ἀγαπητή μου. bbox=[508, 690, 724, 817]
stock-row-cell: Ὑδραυλικαὶ ἀπὸ Ἀθηνῶν bbox=[22, 633, 148, 645]
summary-notice bbox=[1212, 357, 1393, 564]
law-paragraph: «Ἄρθρον 186. Ἀκυρωμένης τῆς ἐκλογῆς εἴτε διὰ τὴν ἐκ τῶν ὑπαρχόντων ἐκλογέων εἰς τὰς δι' ἀποφάσεως τοῦ Ν. Μόρφ. 2ας ἐκτίει κατὰ τὴν ἐκλογὴν τοῦ δημοτικοῦ συμβουλίου καὶ τὰ ἄρθρον 136 συγκαλοῦν τοὺς ἐκλογέας ἀπὸ τῆς ἐκλογῆς τῆς ἐκλογῆς δι' ὅσας κατὰ τὴν δευτέραν. bbox=[282, 618, 498, 707]
column-calendar bbox=[22, 52, 272, 2146]
bank-title: ΤΗΣ ΕΛΛΑΔΟΣ bbox=[1222, 609, 1572, 651]
exchange-row-cell: 104.50 bbox=[235, 782, 272, 794]
news-item: Χθὲς ἐν τῇ ἐσπέρᾳ εἰς τὴν αἴθουσαν τῆς Δημαρχίας ἐδόθη χορευτικὴ ἑσπερὶς ὑπὲρ τῶν ἀπόρων τοῦ Δήμου. bbox=[282, 1062, 498, 1099]
subscriptions-box bbox=[22, 179, 272, 298]
sale-row-cell: ΚΟΡΣΕΔΕΣ bbox=[1212, 1053, 1283, 1068]
watches-line: Χρυσᾶ, Ἀργυρᾶ, Νίκελ bbox=[1327, 104, 1467, 117]
sale-row-cell: 1.10 bbox=[1553, 1053, 1582, 1068]
continuation-note: (Συνέχεια ἐκ τοῦ προηγουμένου) bbox=[537, 677, 695, 689]
stock-row-cell: Ὑφαντήρια bbox=[22, 658, 79, 670]
sale-row-cell: ἀπὸ Δρ. bbox=[1364, 1053, 1412, 1068]
physician-name: ΑΝΑΣΤΑΣΙΟΣ ΤΣΕΛΙΟΣ bbox=[1412, 410, 1571, 425]
watches-line: ΠΩΛΟΥΝΤΑΙ μὲ ΔΟΣΕΙΣ bbox=[1323, 294, 1471, 307]
signature-role: Ὁ Ἀσσῶν Ἀντεισαγγελεὺς bbox=[1026, 252, 1158, 264]
payment-row-cell: 15 bbox=[1401, 801, 1414, 813]
stock-row bbox=[22, 392, 272, 405]
law-paragraph: Ὁρκίζομαι εἰς τὴν ὑπεραγίαν καὶ ἀδιαίρετον Τριάδα καὶ εἰς τὸ Ἱερὸν Εὐαγγέλιον νὰ φυλάξω πίστιν εἰς τὴν πατρίδα, καὶ εἰς τὸν Βασιλέα, ὑπακοὴν εἰς τὸ Σύνταγμα καὶ τοὺς νόμους τοῦ Κράτους καὶ νὰ μὴ μεταχειρισθῶ κατὰ τὴν ἐπιθεώρησιν μου ἐξουσίαν πρὸς ἰδίαν ἢ χαριζόμενος ὑπὲρ ἄλλων. bbox=[282, 771, 498, 873]
summary-notice bbox=[1401, 357, 1582, 564]
masthead-rule bbox=[18, 42, 1582, 45]
stock-row-cell: Ἑλλην. Ἑταιρεία Ἐργολαβιῶν bbox=[22, 557, 175, 569]
news-item: Ἡ ἐξεταστικὴ ἐπιτροπὴ ἀπεφάσισε νὰ ἐξετάσῃ τοὺς κ. κ. Κοντολέοντος, Βούρου, καὶ Παπαδημητροπούλου. bbox=[282, 942, 498, 979]
news-item: Οἱ ὑπουργοὶ συνέρχονται εἰς συμβούλιον σήμερον τὴν 3 μ. μ. bbox=[282, 986, 498, 1011]
exchange-row bbox=[22, 783, 272, 796]
stock-row-cell: 145.— bbox=[241, 633, 272, 645]
stock-row-cell: 130.— bbox=[241, 391, 272, 403]
post-heading: ΤΑΧΥΔΡΟΜΕΙΟΝ bbox=[79, 805, 215, 824]
summary-sign: Ὁ Πρόεδρος bbox=[1273, 518, 1332, 530]
payment-row-cell: » bbox=[1417, 776, 1424, 788]
summary-sign: ΕΥΑΓΓΕΛΟΣ ΕΚΚΛΕΜΗΣ bbox=[1236, 529, 1369, 541]
signature-name: Α. ΜΠΕΚΟΣ bbox=[1054, 287, 1130, 301]
stock-row bbox=[22, 658, 272, 671]
subscriptions-title: ΑΙ ΣΥΝΔΡΟΜΑΙ ΜΑΣ bbox=[67, 186, 227, 202]
watches-line: Σιδηροδρόμου bbox=[1357, 280, 1437, 293]
stock-row-cell: 176.— bbox=[241, 658, 272, 670]
stock-row bbox=[22, 366, 272, 379]
bank-terms-heading: Ὅροι ἐκδόσεως bbox=[1439, 653, 1544, 667]
date-month: ΙΑΝΟΥΑΡΙΟΣ bbox=[22, 140, 110, 155]
bank-text: Αἱ 15000 μετοχαὶ ἐκδίδονται εἰς τὸ ἄρτιον. Ἡ ἐγγραφὴ ἀρχεται τὴν 16 Ἰανουαρίου καὶ λήγει τὴν 31 Ἰανουαρίου. Αἱ ἐγγραφαὶ γίνονται ἐν Ἀθήναις εἰς τὸ κατάστημα τῆς Τραπέζης. bbox=[1401, 668, 1582, 744]
signature-name: Κ. ΒΡΥΑΚΟΣ bbox=[1052, 468, 1132, 482]
sale-row bbox=[1212, 1036, 1582, 1052]
stock-row-cell: 382.— bbox=[241, 482, 272, 494]
stock-row bbox=[22, 429, 272, 442]
stock-row-cell: Ἡλεκτρικὴ Μονοπωλείων bbox=[22, 570, 154, 582]
summary-sign: ΠΕΡΙΚΛΗΣ Γ. ΧΡΙΣΤΟΥΛΑΣ bbox=[1418, 390, 1565, 401]
summary-sign: Ὁ Γραμματεὺς bbox=[1456, 357, 1527, 368]
watches-ad bbox=[1212, 56, 1582, 353]
